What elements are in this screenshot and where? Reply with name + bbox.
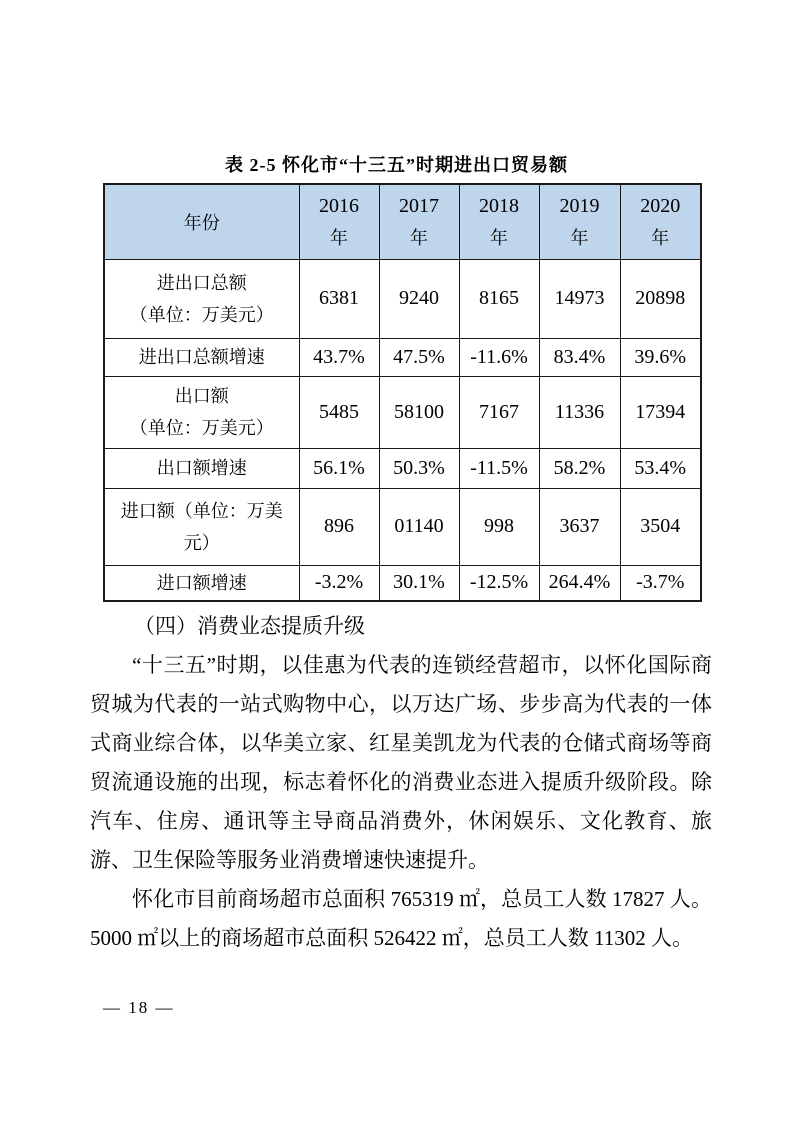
row-label-line: 进出口总额增速: [138, 347, 265, 367]
year-header-2018: [459, 184, 539, 259]
value-cell: 58.2%: [539, 448, 620, 488]
value-cell: 30.1%: [379, 565, 459, 601]
row-label-line: 进口额（单位：万美: [120, 500, 283, 521]
section-heading: （四）消费业态提质升级: [134, 614, 365, 638]
table-row-import-amount: [104, 488, 701, 565]
row-label-cell: [104, 488, 299, 565]
year-unit: 年: [490, 227, 508, 248]
value-cell: 9240: [379, 259, 459, 338]
row-label-line: （单位：万美元）: [129, 304, 274, 325]
value-cell: 58100: [379, 376, 459, 448]
trade-table: [103, 183, 702, 602]
body-text-block: [90, 607, 712, 958]
year-header-2019: [539, 184, 620, 259]
row-label-cell: [104, 259, 299, 338]
body-paragraph-supermarket-stats: 怀化市目前商场超市总面积 765319 ㎡，总员工人数 17827 人。5000 ㎡以上的商场超市总面积 526422 ㎡，总员工人数 11302 人。: [90, 887, 712, 950]
year-unit: 年: [651, 227, 670, 248]
year-number: 2020: [640, 194, 681, 217]
value-cell: 3637: [539, 488, 620, 565]
row-label-cell: [104, 448, 299, 488]
value-cell: 896: [299, 488, 379, 565]
value-cell: 17394: [620, 376, 701, 448]
row-label-line: 出口额: [174, 386, 229, 406]
table-row-export-amount: [104, 376, 701, 448]
table-caption: 表 2-5 怀化市“十三五”时期进出口贸易额: [225, 155, 568, 175]
row-label-cell: [104, 376, 299, 448]
table-row-export-growth: [104, 448, 701, 488]
value-cell: 8165: [459, 259, 539, 338]
year-header-2016: [299, 184, 379, 259]
value-cell: 11336: [539, 376, 620, 448]
value-cell: 7167: [459, 376, 539, 448]
year-number: 2017: [399, 194, 439, 217]
year-number: 2019: [559, 194, 600, 217]
value-cell: 43.7%: [299, 338, 379, 376]
value-cell: 47.5%: [379, 338, 459, 376]
value-cell: -3.7%: [620, 565, 701, 601]
value-cell: 53.4%: [620, 448, 701, 488]
row-label-line: 进出口总额: [156, 272, 247, 293]
row-label-line: 出口额增速: [156, 458, 247, 478]
year-unit: 年: [330, 227, 348, 248]
row-label-cell: [104, 338, 299, 376]
value-cell: 01140: [379, 488, 459, 565]
year-number: 2018: [479, 194, 519, 217]
value-cell: 20898: [620, 259, 701, 338]
row-label-line: （单位：万美元）: [129, 418, 274, 438]
year-header-2017: [379, 184, 459, 259]
value-cell: 56.1%: [299, 448, 379, 488]
page-number: — 18 —: [103, 998, 175, 1017]
value-cell: 3504: [620, 488, 701, 565]
value-cell: 50.3%: [379, 448, 459, 488]
year-unit: 年: [410, 227, 428, 248]
body-paragraph-consumption: “十三五”时期，以佳惠为代表的连锁经营超市，以怀化国际商贸城为代表的一站式购物中心，以万达广场、步步高为代表的一体式商业综合体，以华美立家、红星美凯龙为代表的仓储式商场等商贸流通设施的出现，标志着怀化的消费业态进入提质升级阶段。除汽车、住房、通讯等主导商品消费外，休闲娱乐、文化教育、旅游、卫生保险等服务业消费增速快速提升。: [90, 653, 712, 872]
table-header-row: [104, 184, 701, 259]
value-cell: 264.4%: [539, 565, 620, 601]
row-label-line: 进口额增速: [156, 572, 247, 593]
table-row-import-export-growth: [104, 338, 701, 376]
value-cell: 14973: [539, 259, 620, 338]
year-unit: 年: [570, 227, 589, 248]
year-header-2020: [620, 184, 701, 259]
value-cell: -11.6%: [459, 338, 539, 376]
value-cell: 5485: [299, 376, 379, 448]
row-label-cell: [104, 565, 299, 601]
row-label-line: 元）: [183, 532, 220, 553]
year-number: 2016: [319, 194, 359, 217]
value-cell: 998: [459, 488, 539, 565]
value-cell: -11.5%: [459, 448, 539, 488]
value-cell: -12.5%: [459, 565, 539, 601]
value-cell: 83.4%: [539, 338, 620, 376]
table-row-import-export-total: [104, 259, 701, 338]
value-cell: 39.6%: [620, 338, 701, 376]
table-row-import-growth: [104, 565, 701, 601]
value-cell: -3.2%: [299, 565, 379, 601]
value-cell: 6381: [299, 259, 379, 338]
corner-cell-year-label: 年份: [104, 184, 299, 259]
